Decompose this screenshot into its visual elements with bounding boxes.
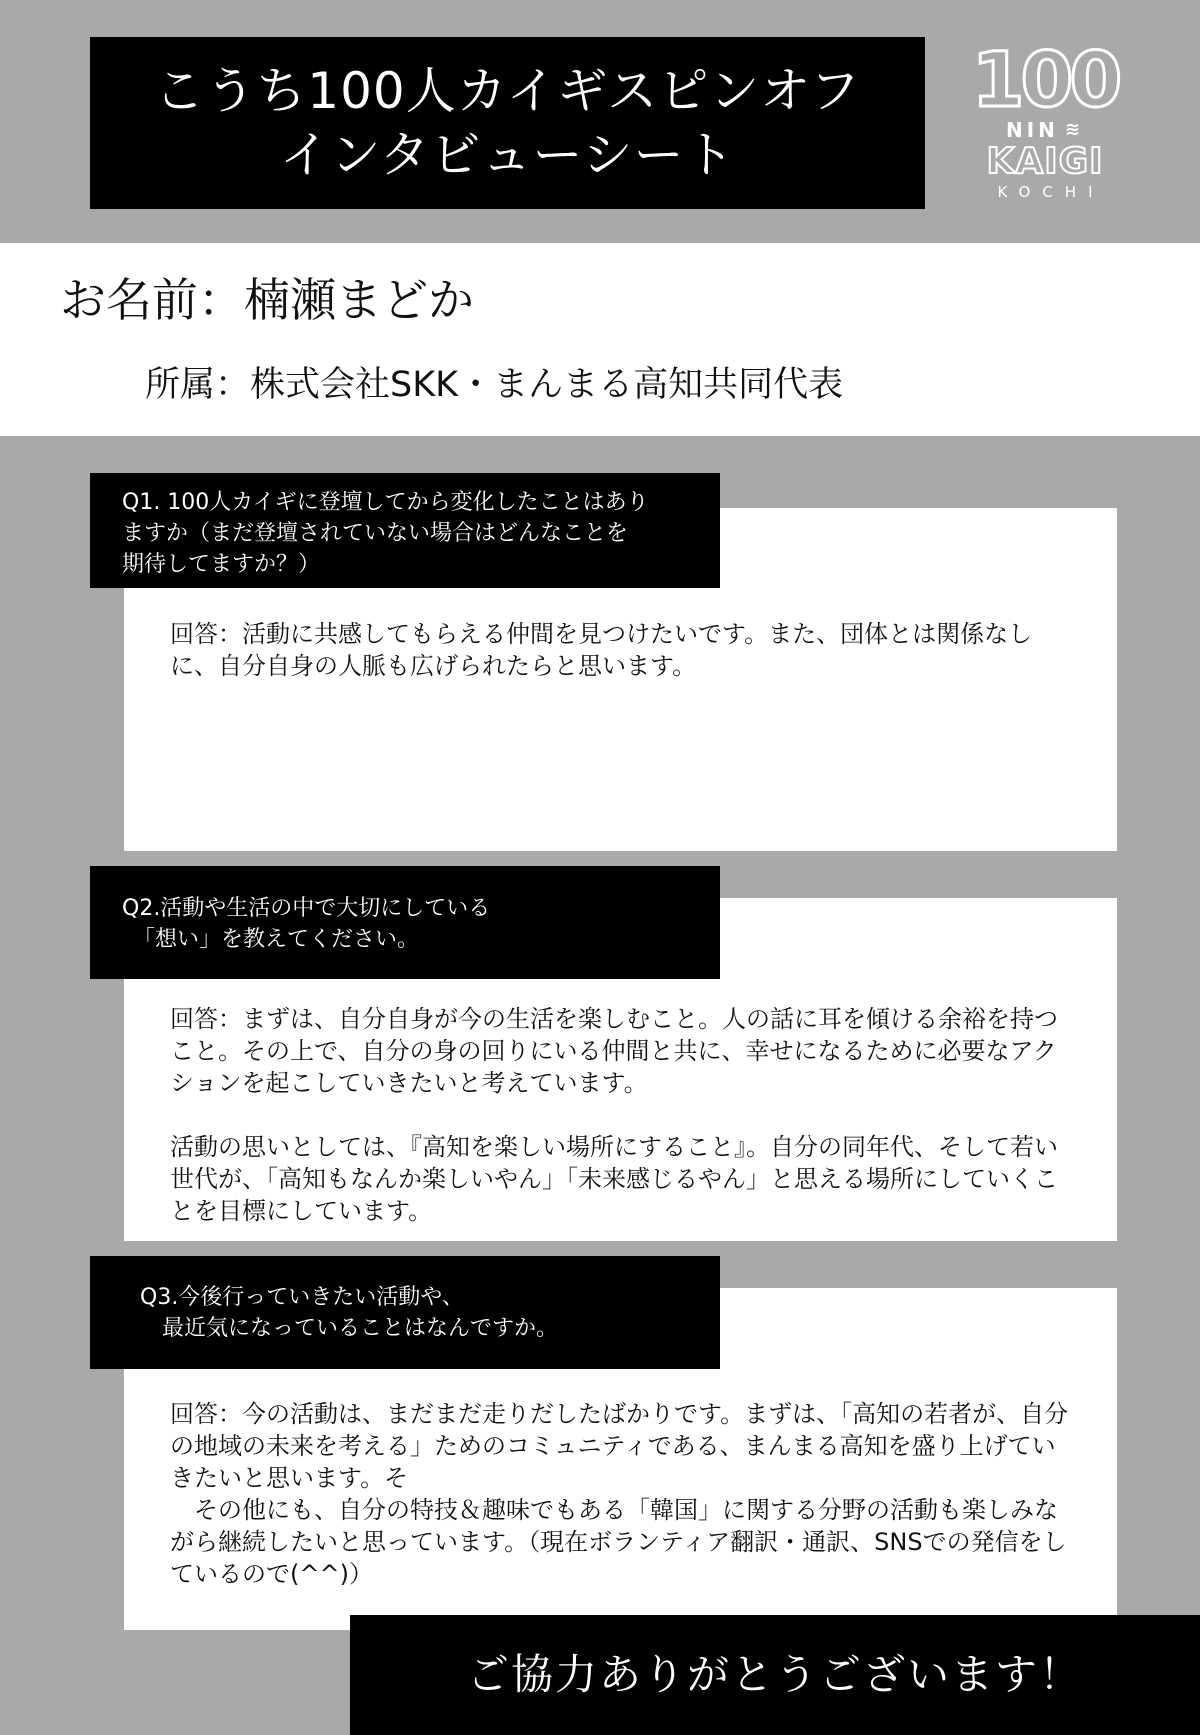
question-box-q2	[90, 866, 720, 979]
title-line-1: こうち100人カイギスピンオフ	[154, 62, 861, 120]
answer-paragraph: 回答：まずは、自分自身が今の生活を楽しむこと。人の話に耳を傾ける余裕を持つこと。その上で、自分の身の回りにいる仲間と共に、幸せになるために必要なアクションを起こしていきたいと考えています。	[170, 1005, 1058, 1097]
title-banner	[90, 37, 925, 209]
question-line: Q3.今後行っていきたい活動や、	[140, 1285, 464, 1310]
question-line: 「想い」を教えてください。	[122, 927, 420, 952]
answer-paragraph: その他にも、自分の特技＆趣味でもある「韓国」に関する分野の活動も楽しみながら継続したいと思っています。（現在ボランティア翻訳・通訳、SNSでの発信をしているので(^^)）	[170, 1496, 1067, 1588]
answer-text-q2	[170, 1003, 1060, 1227]
logo-number: 100	[971, 35, 1119, 124]
logo-kochi: KOCHI	[997, 183, 1105, 201]
question-line: Q1. 100人カイギに登壇してから変化したことはあり	[122, 490, 649, 515]
answer-text-q3	[170, 1398, 1070, 1590]
answer-paragraph: 回答：活動に共感してもらえる仲間を見つけたいです。また、団体とは関係なしに、自分自身の人脈も広げられたらと思います。	[170, 620, 1033, 680]
logo-nin: NIN	[1005, 118, 1059, 142]
title-line-2: インタビューシート	[279, 126, 736, 184]
wave-icon: ≋	[1064, 119, 1084, 140]
question-line: ますか（まだ登壇されていない場合はどんなことを	[122, 521, 629, 546]
logo-kaigi: KAIGI	[986, 141, 1104, 182]
answer-text-q1	[170, 618, 1060, 682]
question-box-q1	[90, 473, 720, 588]
respondent-affiliation: 所属：株式会社SKK・まんまる高知共同代表	[145, 365, 844, 405]
paragraph-gap	[170, 1099, 1060, 1131]
answer-paragraph: 活動の思いとしては、『高知を楽しい場所にすること』。自分の同年代、そして若い世代が、「高知もなんか楽しいやん」「未来感じるやん」と思える場所にしていくことを目標にしています。	[170, 1133, 1058, 1225]
answer-paragraph: 回答：今の活動は、まだまだ走りだしたばかりです。まずは、「高知の若者が、自分の地域の未来を考える」ためのコミュニティである、まんまる高知を盛り上げていきたいと思います。そ	[170, 1400, 1069, 1492]
respondent-name: お名前：楠瀬まどか	[60, 273, 474, 327]
question-box-q3	[90, 1256, 720, 1369]
thanks-banner: ご協力ありがとうございます！	[350, 1615, 1200, 1735]
question-line: Q2.活動や生活の中で大切にしている	[122, 896, 491, 921]
question-line: 期待してますか？）	[122, 552, 321, 577]
question-line: 最近気になっていることはなんですか。	[140, 1316, 559, 1341]
kaigi-logo	[970, 35, 1120, 207]
